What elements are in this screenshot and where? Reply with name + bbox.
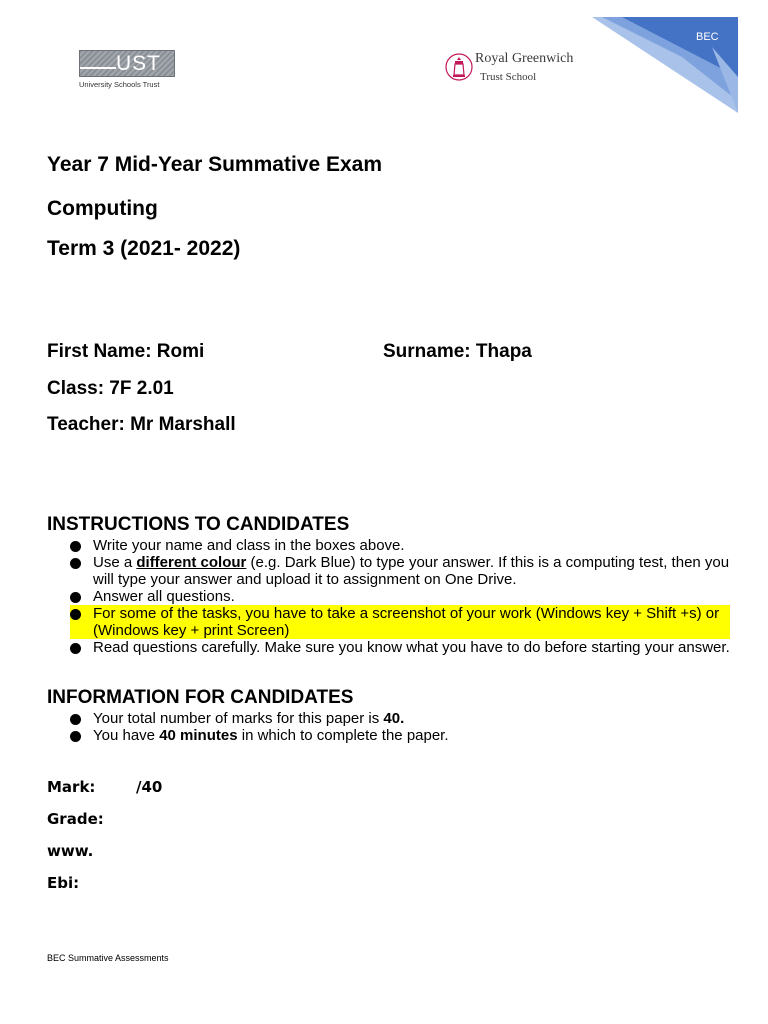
- grade-label: Grade:: [47, 810, 104, 828]
- list-item: Your total number of marks for this paper is 40.: [70, 710, 730, 727]
- bullet-icon: [70, 541, 81, 552]
- list-item: You have 40 minutes in which to complete the paper.: [70, 727, 730, 744]
- bullet-icon: [70, 714, 81, 725]
- ebi-label: Ebi:: [47, 874, 80, 892]
- mark-label: Mark:: [47, 778, 96, 796]
- exam-title: Year 7 Mid-Year Summative Exam: [47, 153, 383, 176]
- mark-total: /40: [136, 778, 163, 796]
- list-item: Answer all questions.: [70, 588, 730, 605]
- royal-greenwich-logo: [443, 50, 593, 86]
- term-title: Term 3 (2021- 2022): [47, 237, 241, 260]
- school-crest-icon: [445, 52, 473, 82]
- bullet-icon: [70, 592, 81, 603]
- subject-title: Computing: [47, 197, 158, 220]
- instructions-list: [70, 537, 730, 656]
- first-name-field: First Name: Romi: [47, 341, 205, 362]
- teacher-field: Teacher: Mr Marshall: [47, 414, 236, 435]
- instructions-heading: INSTRUCTIONS TO CANDIDATES: [47, 514, 350, 535]
- ust-logo: [79, 50, 175, 90]
- bullet-icon: [70, 643, 81, 654]
- information-heading: INFORMATION FOR CANDIDATES: [47, 687, 354, 708]
- bec-label: BEC: [696, 31, 719, 43]
- information-list: [70, 710, 730, 744]
- list-item: Write your name and class in the boxes above.: [70, 537, 730, 554]
- bullet-icon: [70, 609, 81, 620]
- bullet-icon: [70, 731, 81, 742]
- footer-text: BEC Summative Assessments: [47, 953, 169, 963]
- class-field: Class: 7F 2.01: [47, 378, 174, 399]
- list-item: Read questions carefully. Make sure you know what you have to do before starting your answer.: [70, 639, 730, 656]
- ust-logo-text: UST: [116, 52, 161, 75]
- school-name: Royal Greenwich: [475, 51, 574, 66]
- list-item-highlighted: For some of the tasks, you have to take a screenshot of your work (Windows key + Shift +s) or (Windows key + print Screen): [70, 605, 730, 639]
- www-label: www.: [47, 842, 94, 860]
- school-subtitle: Trust School: [480, 71, 537, 83]
- bullet-icon: [70, 558, 81, 569]
- list-item: Use a different colour (e.g. Dark Blue) to type your answer. If this is a computing test, then you will type your answer and upload it to assignment on One Drive.: [70, 554, 730, 588]
- ust-logo-subtitle: University Schools Trust: [79, 80, 160, 89]
- surname-field: Surname: Thapa: [383, 341, 532, 362]
- emphasis-text: different colour: [136, 554, 247, 571]
